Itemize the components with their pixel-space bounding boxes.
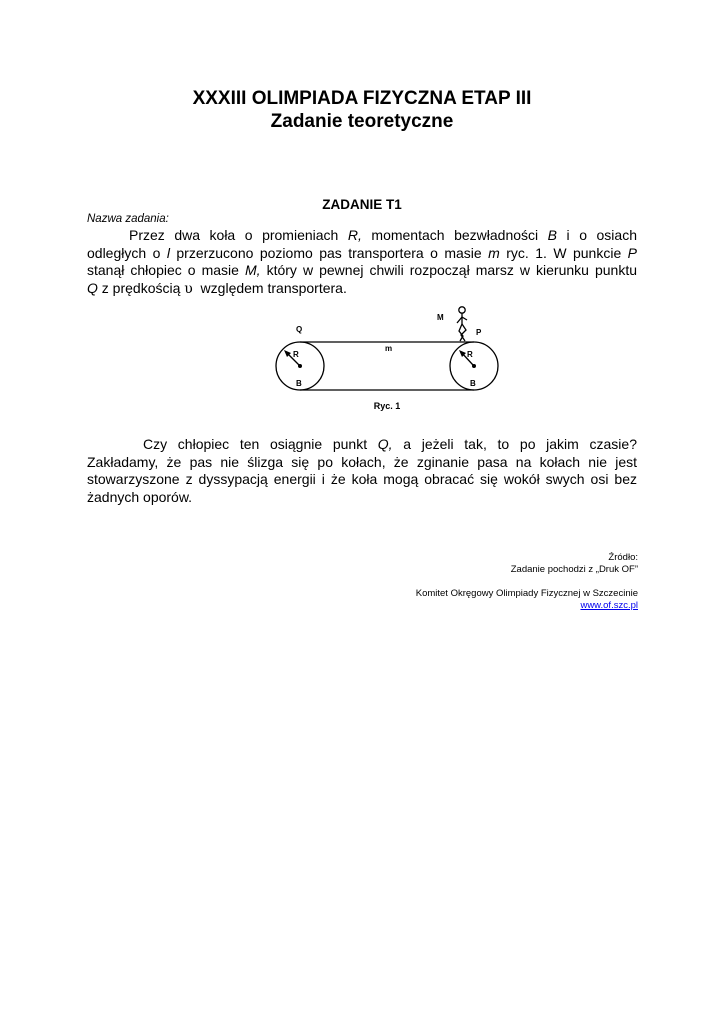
right-axle (472, 364, 476, 368)
left-axle (298, 364, 302, 368)
task-heading: ZADANIE T1 (322, 197, 402, 212)
conveyor-figure (260, 300, 520, 400)
task-question (87, 436, 637, 506)
para2-line2: Zakładamy, że pas nie ślizga się po kołach, że zginanie pasa na kołach nie jest (87, 453, 637, 470)
task-name-label: Nazwa zadania: (87, 213, 169, 225)
source-origin: Zadanie pochodzi z „Druk OF” (510, 564, 638, 575)
velocity-symbol: υ (184, 280, 193, 297)
document-subtitle: Zadanie teoretyczne (270, 111, 454, 132)
figure-caption: Ryc. 1 (373, 401, 401, 411)
source-committee: Komitet Okręgowy Olimpiady Fizycznej w Szczecinie (415, 588, 638, 599)
source-label: Źródło: (608, 552, 638, 563)
para2-line3: stowarzyszone z dyssypacją energii i że koła mogą obracać się wokół swych osi bez (87, 471, 637, 487)
para1-line3: stanął chłopiec o masie M, który w pewnej chwili rozpoczął marsz w kierunku punktu (87, 262, 637, 278)
para2-line4: żadnych oporów. (87, 488, 193, 505)
para1-line2: odległych o l przerzucono poziomo pas transportera o masie m ryc. 1. W punkcie P (87, 244, 638, 261)
source-link[interactable]: www.of.szc.pl (580, 600, 638, 611)
para1-line4: Q z prędkością υ względem transportera. (87, 279, 347, 297)
para1-line1: Przez dwa koła o promieniach R, momentach bezwładności B i o osiach (129, 227, 637, 243)
label-p: P (476, 328, 482, 337)
source-block (416, 552, 638, 612)
label-m: m (385, 344, 393, 353)
label-r-right: R (467, 350, 473, 359)
label-b-left: B (296, 379, 302, 388)
label-b-right: B (470, 379, 476, 388)
label-mass-m: M (437, 313, 444, 322)
label-r-left: R (293, 350, 299, 359)
label-q: Q (296, 325, 303, 334)
task-description (87, 227, 637, 298)
boy-figure (457, 307, 467, 341)
document-title: XXXIII OLIMPIADA FIZYCZNA ETAP III (192, 88, 532, 109)
para2-line1: Czy chłopiec ten osiągnie punkt Q, a jeżeli tak, to po jakim czasie? (143, 436, 637, 452)
